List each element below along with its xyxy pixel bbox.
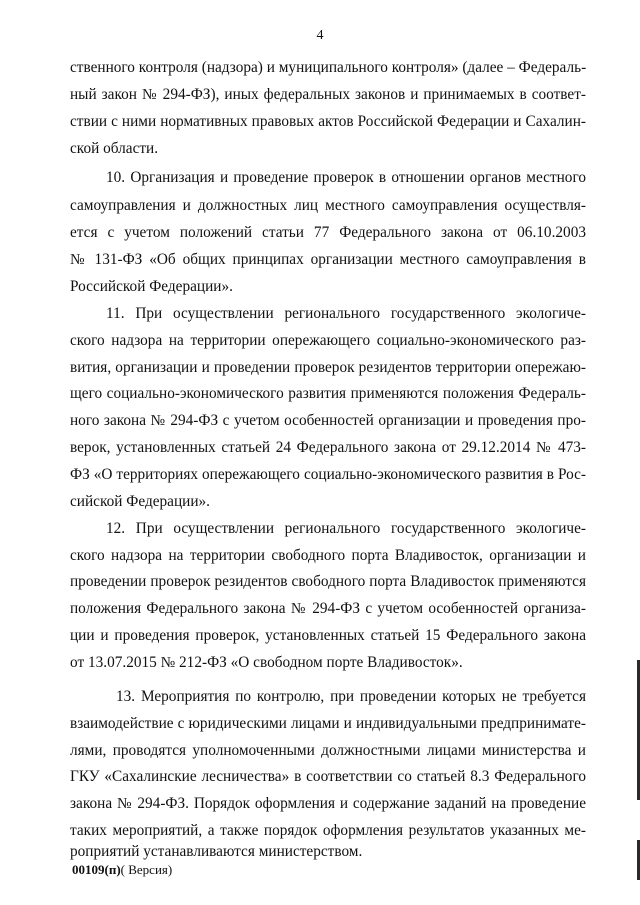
text-line: ствии с ними нормативных правовых актов Российской Федерации и Сахалин- <box>70 113 586 130</box>
text-line: верок, установленных статьей 24 Федерального закона от 29.12.2014 № 473- <box>70 439 586 456</box>
text-line: от 13.07.2015 № 212-ФЗ «О свободном порте Владивосток». <box>70 654 463 671</box>
paragraph-12-first-line: 12. При осуществлении регионального государственного экологиче- <box>106 520 586 537</box>
document-code <box>72 862 172 878</box>
paragraph-13-first-line: 13. Мероприятия по контролю, при проведении которых не требуется <box>116 688 586 705</box>
paragraph-11-first-line: 11. При осуществлении регионального государственного экологиче- <box>106 305 586 322</box>
text-line: ственного контроля (надзора) и муниципального контроля» (далее – Федераль- <box>70 59 587 76</box>
text-line: ГКУ «Сахалинские лесничества» в соответствии со статьей 8.3 Федерального <box>70 768 586 785</box>
text-line: самоуправления и должностных лиц местного самоуправления осуществля- <box>70 197 586 214</box>
text-line: таких мероприятий, а также порядок оформления результатов указанных ме- <box>70 822 586 839</box>
text-line: ного закона № 294-ФЗ с учетом особенностей организации и проведения про- <box>70 412 586 429</box>
text-line: ского надзора на территории опережающего социально-экономического раз- <box>70 332 586 349</box>
text-line: роприятий устанавливаются министерством. <box>70 843 363 860</box>
text-line: закона № 294-ФЗ. Порядок оформления и содержание заданий на проведение <box>70 795 586 812</box>
text-line: сийской Федерации». <box>70 493 210 510</box>
text-line: лями, проводятся уполномоченными должностными лицами министерства и <box>70 742 586 759</box>
text-line: вития, организации и проведении проверок резидентов территории опережаю- <box>70 359 586 376</box>
text-line: ный закон № 294-ФЗ), иных федеральных законов и принимаемых в соответ- <box>70 86 586 103</box>
text-line: взаимодействие с юридическими лицами и индивидуальными предпринимате- <box>70 715 586 732</box>
paragraph-10-first-line: 10. Организация и проведение проверок в отношении органов местного <box>106 169 586 186</box>
text-line: ется с учетом положений статьи 77 Федерального закона от 06.10.2003 <box>70 224 586 241</box>
page-number: 4 <box>316 28 324 43</box>
text-line: ского надзора на территории свободного порта Владивосток, организации и <box>70 547 586 564</box>
text-line: ской области. <box>70 140 159 157</box>
text-line: положения Федерального закона № 294-ФЗ с учетом особенностей организа- <box>70 600 586 617</box>
text-line: ФЗ «О территориях опережающего социально-экономического развития в Рос- <box>70 466 586 483</box>
text-line: щего социально-экономического развития применяются положения Федераль- <box>70 385 586 402</box>
text-line: ции и проведения проверок, установленных статьей 15 Федерального закона <box>70 627 586 644</box>
document-code-number: 00109(п) <box>72 862 121 877</box>
document-version: ( Версия) <box>120 862 173 877</box>
text-line: проведении проверок резидентов свободного порта Владивосток применяются <box>70 573 586 590</box>
text-line: Российской Федерации». <box>70 278 233 295</box>
text-line: № 131-ФЗ «Об общих принципах организации местного самоуправления в <box>70 251 586 268</box>
